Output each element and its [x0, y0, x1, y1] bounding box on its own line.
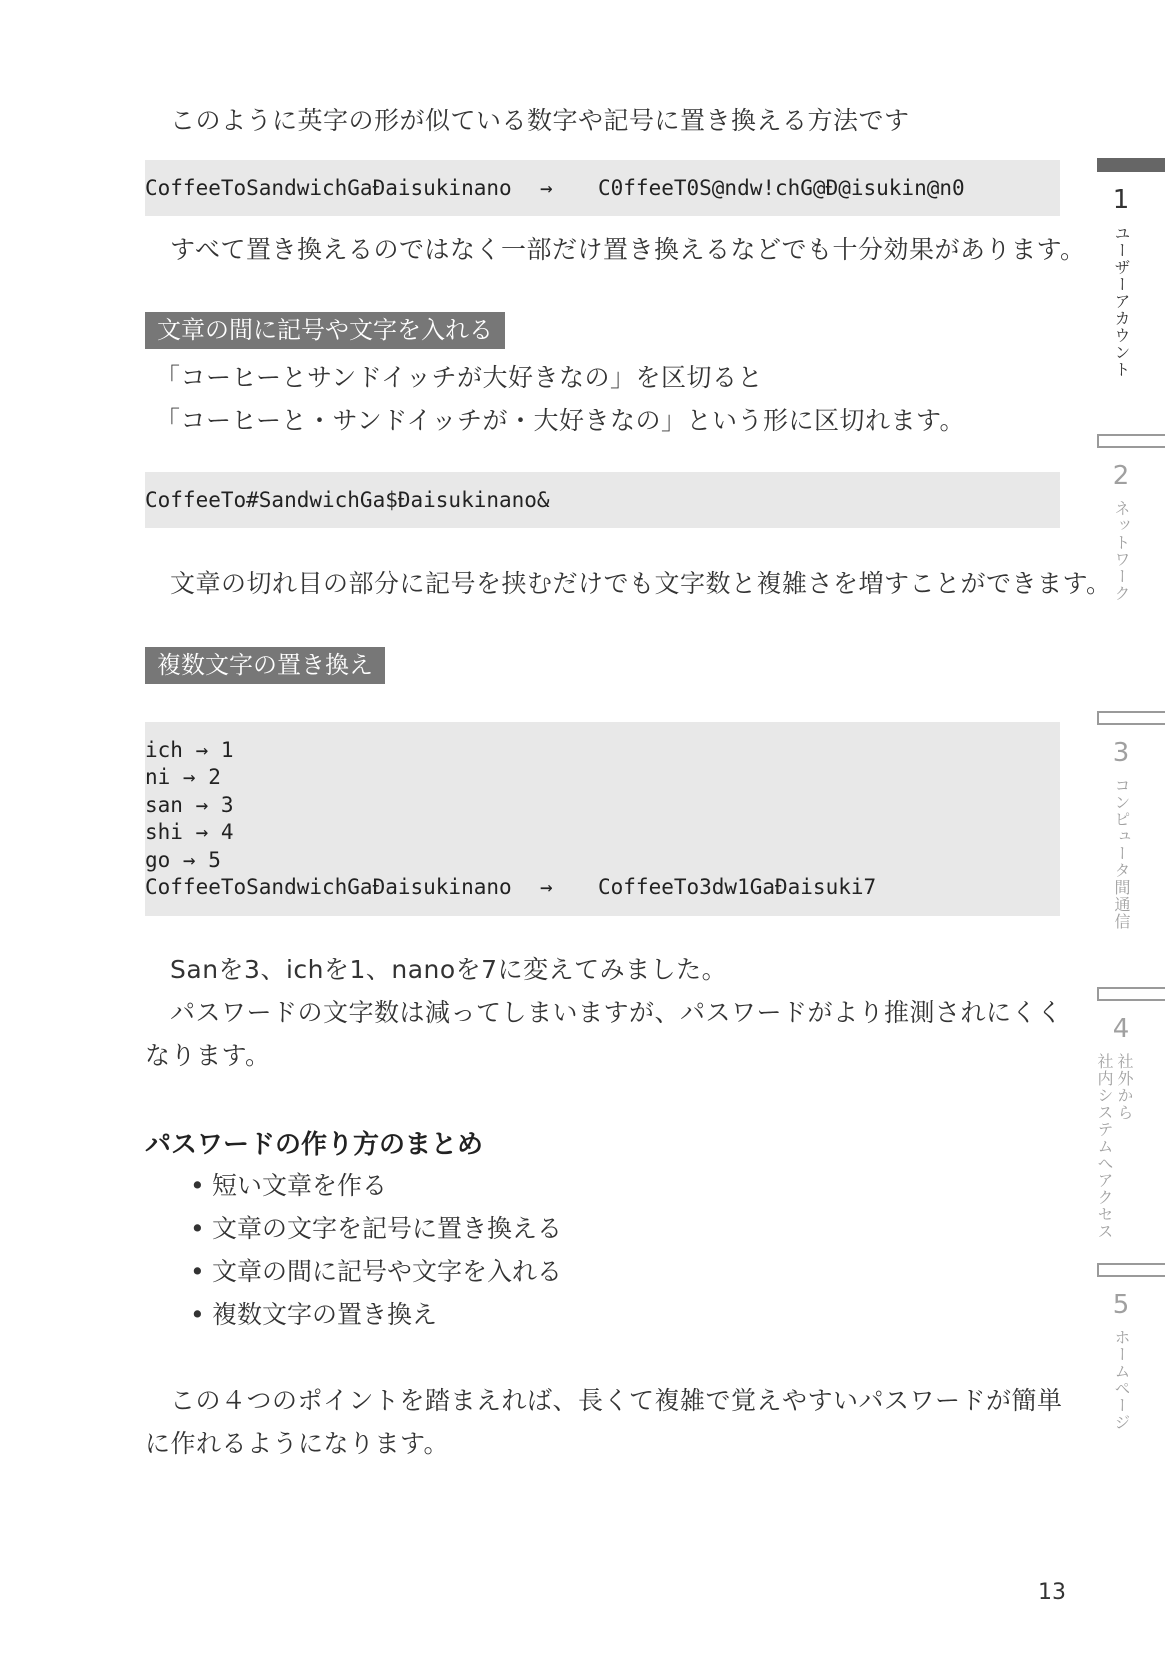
closing-line1: この４つのポイントを踏まえれば、長くて複雑で覚えやすいパスワードが簡単 [170, 1386, 1063, 1415]
summary-item-text: 文章の文字を記号に置き換える [212, 1214, 563, 1243]
code-arrow: → [540, 176, 553, 200]
chapter-tab-title-2: ネットワーク [1112, 500, 1131, 602]
partial-replace-text: すべて置き換えるのではなく一部だけ置き換えるなどでも十分効果があります。 [170, 235, 1086, 264]
section-label-multi-replace: 複数文字の置き換え [145, 647, 385, 684]
section3-text2-line1: パスワードの文字数は減ってしまいますが、パスワードがより推測されにくく [170, 998, 1063, 1027]
chapter-tab-bar-2 [1097, 434, 1165, 448]
closing-line2: に作れるようになります。 [145, 1429, 450, 1458]
code-block-substitution [145, 160, 1060, 216]
section3-text2-line2: なります。 [145, 1041, 271, 1070]
summary-item-text: 文章の間に記号や文字を入れる [212, 1257, 563, 1286]
chapter-tab-number-5: 5 [1112, 1290, 1130, 1320]
summary-item [190, 1214, 562, 1244]
code-insert: CoffeeTo#SandwichGa$Đaisukinano& [145, 488, 550, 512]
code-line: ni → 2 [145, 765, 221, 789]
code-block-insert [145, 472, 1060, 528]
chapter-tab-title-5: ホームページ [1112, 1329, 1131, 1431]
chapter-tab-bar-3 [1097, 711, 1165, 725]
chapter-tab-number-3: 3 [1112, 738, 1130, 768]
code-line: shi → 4 [145, 820, 234, 844]
summary-item-text: 短い文章を作る [212, 1171, 388, 1200]
chapter-tab-bar-1 [1097, 158, 1165, 172]
chapter-tab-title-4b: 社内システムへアクセス [1095, 1053, 1114, 1240]
chapter-tab-bar-5 [1097, 1263, 1165, 1277]
summary-heading: パスワードの作り方のまとめ [145, 1130, 484, 1160]
code-line: go → 5 [145, 848, 221, 872]
code-after: CoffeeTo3dw1GaĐaisuki7 [598, 875, 877, 899]
chapter-tab-bar-4 [1097, 987, 1165, 1001]
chapter-tab-title-3: コンピュータ間通信 [1112, 777, 1131, 930]
code-after: C0ffeeT0S@ndw!chG@Đ@isukin@n0 [598, 176, 965, 200]
bullet-icon: • [190, 1171, 205, 1200]
intro-text: このように英字の形が似ている数字や記号に置き換える方法です [170, 106, 910, 135]
code-block-multi-replace [145, 722, 1060, 916]
page-number: 13 [1038, 1580, 1066, 1605]
code-before: CoffeeToSandwichGaĐaisukinano [145, 176, 512, 200]
code-arrow: → [540, 875, 553, 899]
bullet-icon: • [190, 1257, 205, 1286]
code-before: CoffeeToSandwichGaĐaisukinano [145, 875, 512, 899]
section2-line1: 「コーヒーとサンドイッチが大好きなの」を区切ると [155, 363, 764, 392]
chapter-tab-number-4: 4 [1112, 1014, 1130, 1044]
summary-item [190, 1257, 562, 1287]
section2-line2: 「コーヒーと・サンドイッチが・大好きなの」という形に区切れます。 [155, 406, 966, 435]
summary-item [190, 1171, 387, 1201]
section-label-insert-symbols: 文章の間に記号や文字を入れる [145, 312, 505, 349]
code-line: san → 3 [145, 793, 234, 817]
bullet-icon: • [190, 1214, 205, 1243]
chapter-tab-title-4a: 社外から [1115, 1053, 1134, 1121]
chapter-tab-title-1: ユーザーアカウント [1112, 225, 1131, 378]
summary-item [190, 1300, 437, 1330]
bullet-icon: • [190, 1300, 205, 1329]
chapter-tab-number-2: 2 [1112, 461, 1130, 491]
code-line: ich → 1 [145, 738, 234, 762]
section3-text1: Sanを3、ichを1、nanoを7に変えてみました。 [170, 955, 728, 984]
section2-after-text: 文章の切れ目の部分に記号を挟むだけでも文字数と複雑さを増すことができます。 [170, 569, 1112, 598]
summary-item-text: 複数文字の置き換え [212, 1300, 438, 1329]
chapter-tab-number-1: 1 [1112, 185, 1130, 215]
